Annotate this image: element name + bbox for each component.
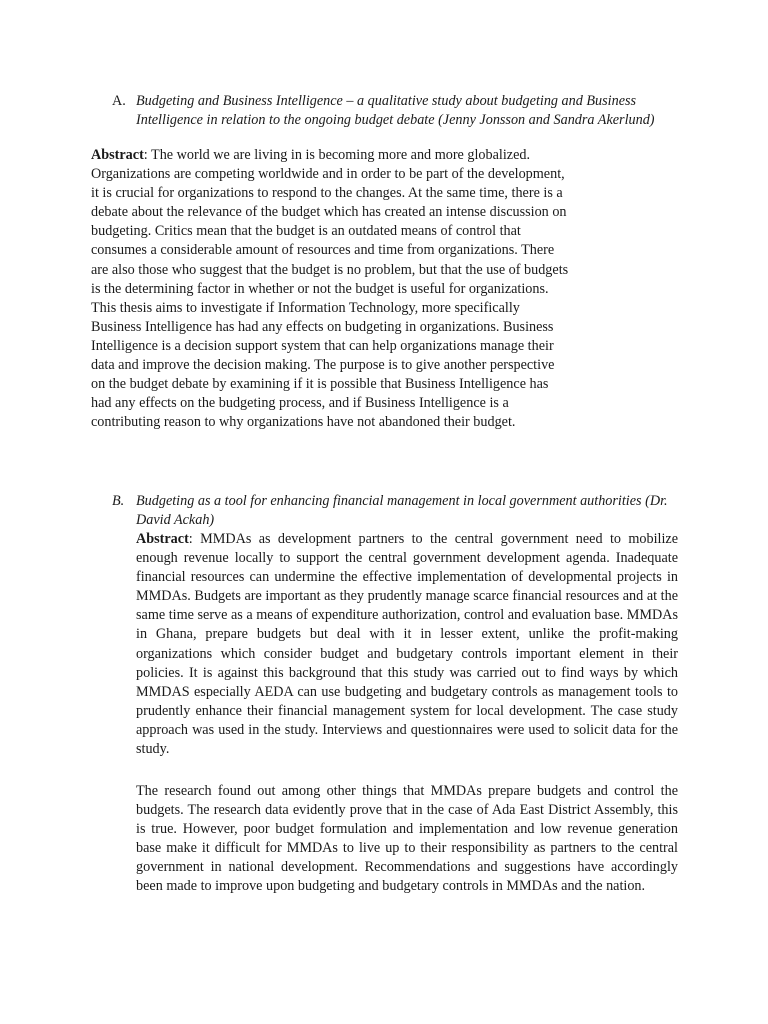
section-b-abstract-label: Abstract (136, 531, 189, 547)
section-a-title: Budgeting and Business Intelligence – a qualitative study about budgeting and Business Intelligence in relation to the ongoing budget debate (Jenny Jonsson and Sandra Akerlund) (136, 93, 655, 128)
section-a-abstract (91, 146, 569, 432)
section-a-abstract-label: Abstract (91, 147, 144, 163)
section-b-abstract (136, 530, 678, 759)
section-b-marker: B. (112, 493, 125, 509)
section-b-second-paragraph: The research found out among other things that MMDAs prepare budgets and control the budgets. The research data evidently prove that in the case of Ada East District Assembly, this is true. However, poor budget formulation and implementation and low revenue generation base make it difficult for MMDAs to live up to their responsibility as partners to the central government in national development. Recommendations and suggestions have accordingly been made to improve upon budgeting and budgetary controls in MMDAs and the nation. (136, 783, 678, 895)
section-a-heading (112, 92, 682, 130)
section-b-heading (112, 492, 682, 530)
section-a-abstract-text: : The world we are living in is becoming more and more globalized. Organizations are competing worldwide and in order to be part of the development, it is crucial for organizations to respond to the changes. At the same time, there is a debate about the relevance of the budget which has created an intense discussion on budgeting. Critics mean that the budget is an outdated means of control that consumes a considerable amount of resources and time from organizations. There are also those who suggest that the budget is no problem, but that the use of budgets is the determining factor in whether or not the budget is useful for organizations. This thesis aims to investigate if Information Technology, more specifically Business Intelligence has had any effects on budgeting in organizations. Business Intelligence is a decision support system that can help organizations manage their data and improve the decision making. The purpose is to give another perspective on the budget debate by examining if it is possible that Business Intelligence has had any effects on the budgeting process, and if Business Intelligence is a contributing reason to why organizations have not abandoned their budget. (91, 147, 569, 431)
section-b-title: Budgeting as a tool for enhancing financial management in local government authorities (Dr. David Ackah) (136, 493, 668, 528)
section-a-marker: A. (112, 93, 126, 109)
section-b-abstract-text: : MMDAs as development partners to the central government need to mobilize enough revenue locally to support the central government development agenda. Inadequate financial resources can undermine the effective implementation of developmental projects in MMDAs. Budgets are important as they prudently manage scarce financial resources and at the same time serve as a means of expenditure authorization, control and evaluation base. MMDAs in Ghana, prepare budgets but deal with it in lesser extent, unlike the profit-making organizations which consider budget and budgetary controls important element in their policies. It is against this background that this study was carried out to find ways by which MMDAS especially AEDA can use budgeting and budgetary controls as management tools to prudently enhance their financial management system for local development. The case study approach was used in the study. Interviews and questionnaires were used to solicit data for the study. (136, 531, 678, 758)
